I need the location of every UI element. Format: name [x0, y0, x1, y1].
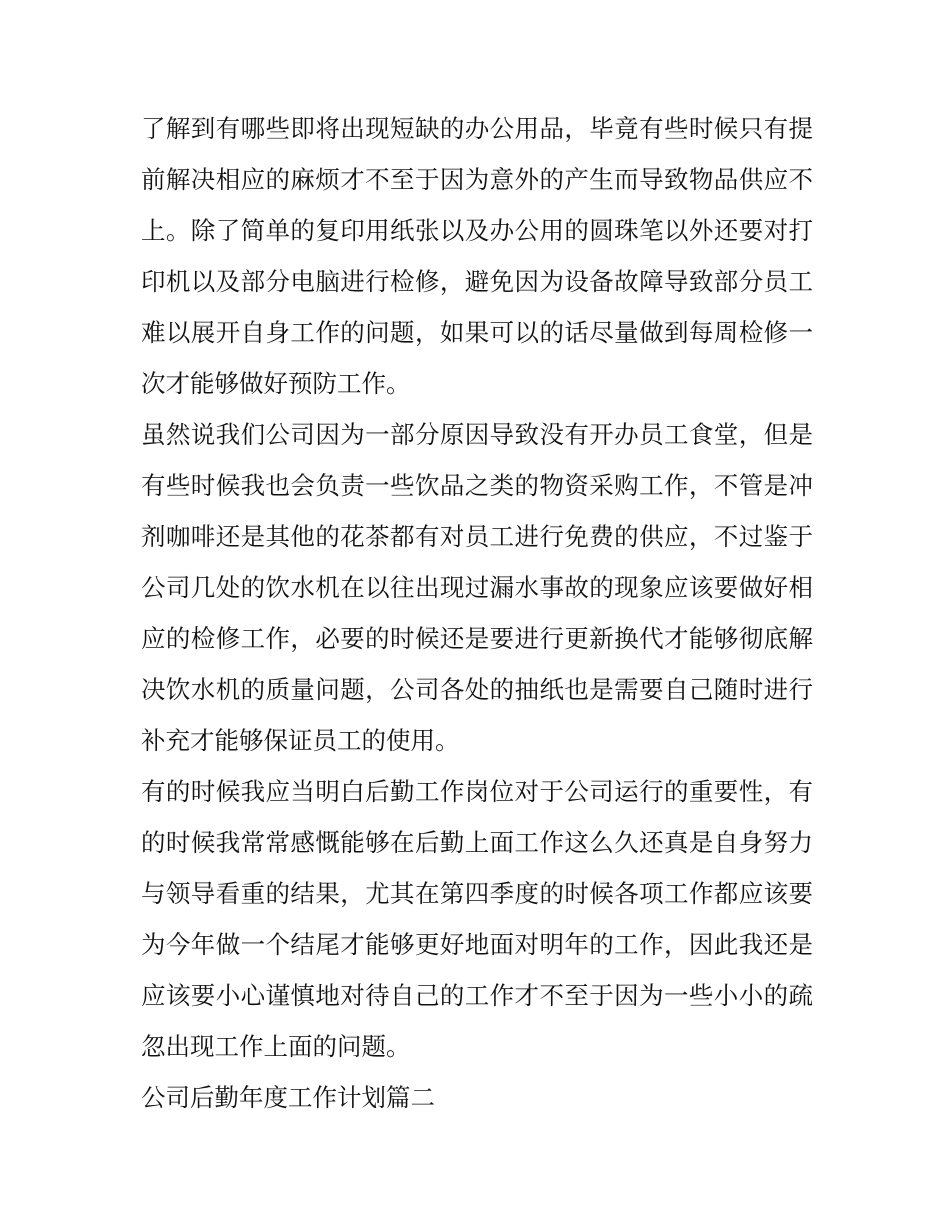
paragraph-office-supplies: 了解到有哪些即将出现短缺的办公用品，毕竟有些时候只有提前解决相应的麻烦才不至于因为意外的产生而导致物品供应不上。除了简单的复印用纸张以及办公用的圆珠笔以外还要对打印机以及部分电脑进行检修，避免因为设备故障导致部分员工难以展开自身工作的问题，如果可以的话尽量做到每周检修一次才能够做好预防工作。 [141, 114, 813, 398]
document-body [141, 103, 813, 1123]
paragraph-beverages-water-dispenser: 虽然说我们公司因为一部分原因导致没有开办员工食堂，但是有些时候我也会负责一些饮品之类的物资采购工作，不管是冲剂咖啡还是其他的花茶都有对员工进行免费的供应，不过鉴于公司几处的饮水机在以往出现过漏水事故的现象应该要做好相应的检修工作，必要的时候还是要进行更新换代才能够彻底解决饮水机的质量问题，公司各处的抽纸也是需要自己随时进行补充才能够保证员工的使用。 [141, 420, 813, 755]
section-heading: 公司后勤年度工作计划篇二 [141, 1083, 435, 1112]
paragraph-job-importance: 有的时候我应当明白后勤工作岗位对于公司运行的重要性，有的时候我常常感慨能够在后勤上面工作这么久还真是自身努力与领导看重的结果，尤其在第四季度的时候各项工作都应该要为今年做一个结尾才能够更好地面对明年的工作，因此我还是应该要小心谨慎地对待自己的工作才不至于因为一些小小的疏忽出现工作上面的问题。 [141, 777, 813, 1061]
